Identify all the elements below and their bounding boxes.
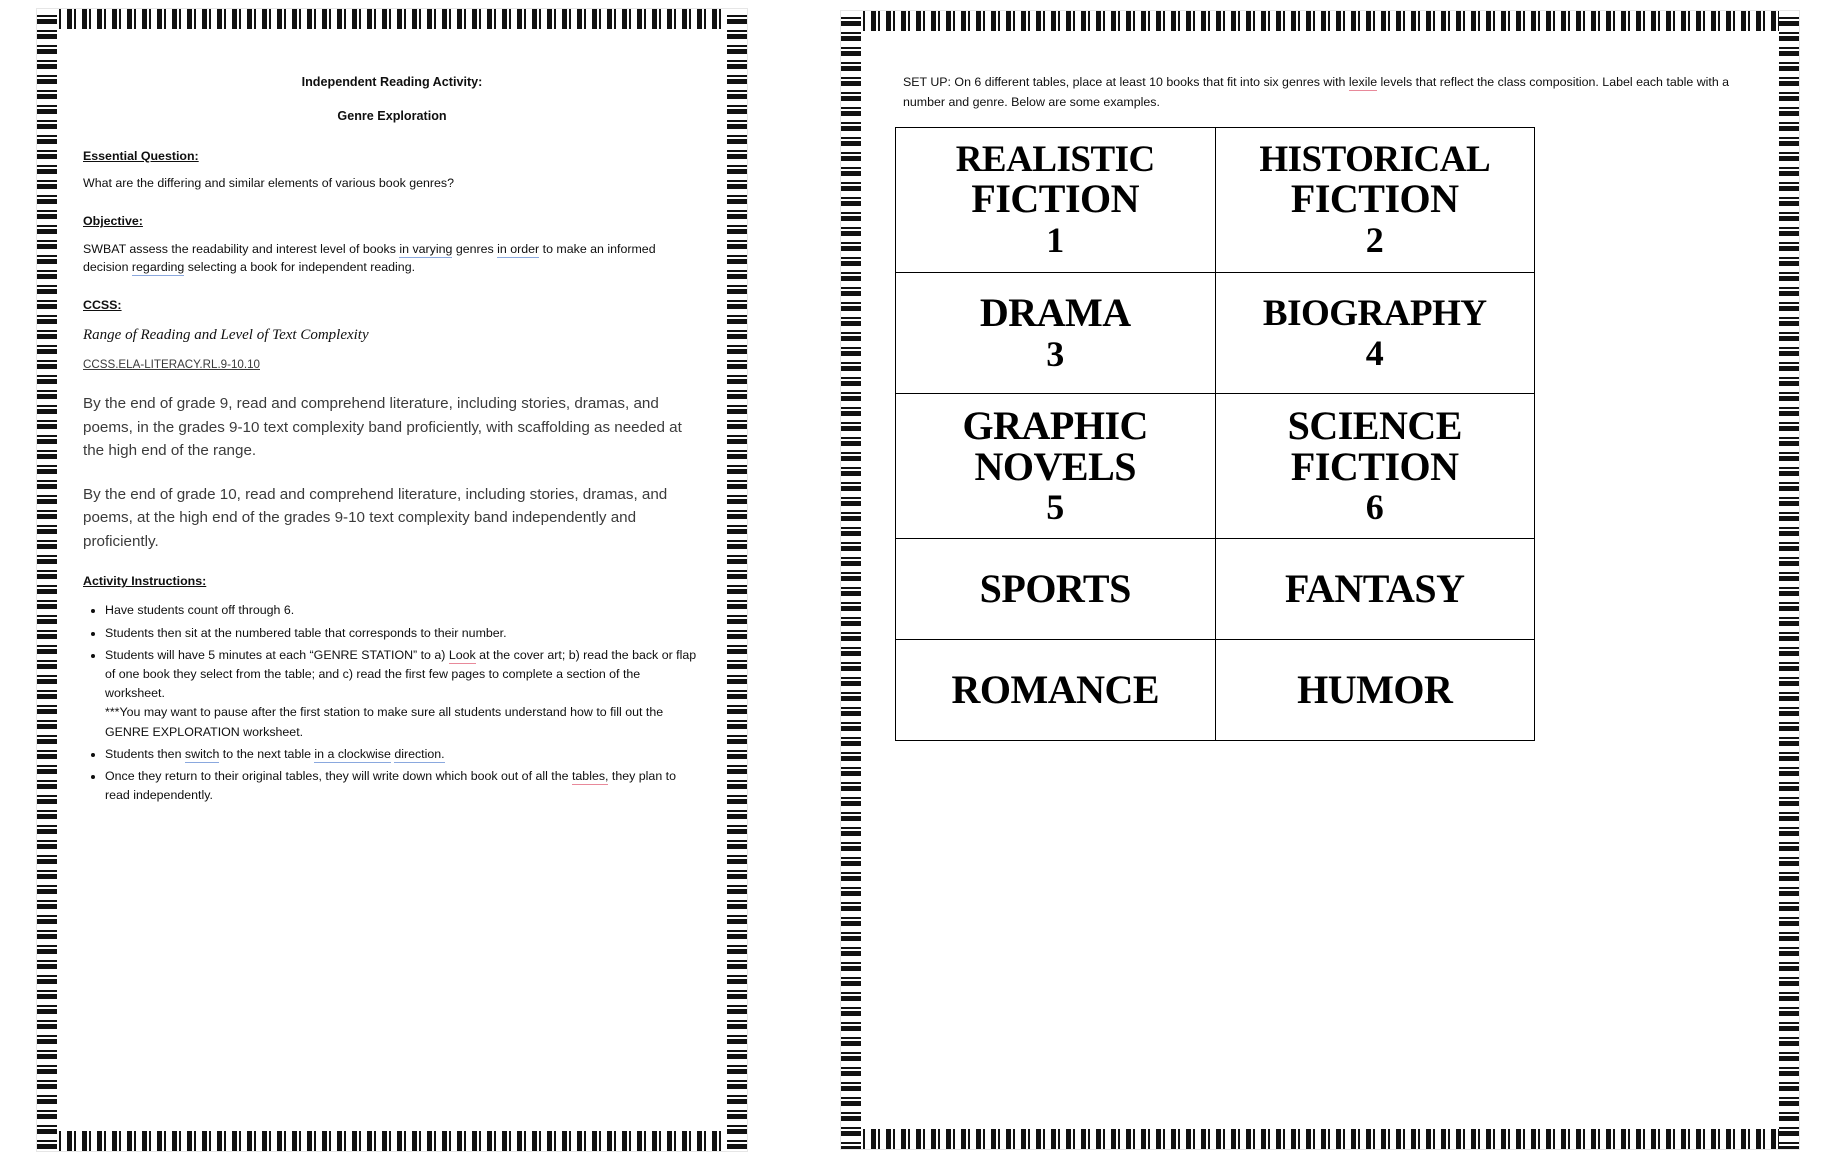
document-page-2 — [840, 10, 1800, 1150]
grammar-flag-blue: direction. — [394, 746, 445, 761]
genre-station-number: 5 — [1046, 487, 1065, 528]
genre-table-row — [896, 394, 1535, 539]
setup-text-segment-1: On 6 different tables, place at least 10 books that fit into six genres with — [950, 75, 1349, 89]
genre-station-cell — [896, 640, 1216, 741]
genre-label: GRAPHIC — [962, 402, 1148, 448]
genre-station-cell — [1215, 394, 1535, 539]
objective-heading: Objective: — [83, 214, 143, 229]
genre-station-number: 3 — [1046, 334, 1065, 375]
genre-label: BIOGRAPHY — [1262, 292, 1487, 334]
genre-station-number: 2 — [1365, 219, 1384, 260]
setup-text-segment-2: levels that reflect the class composition. Label each table with a number and genre. Below are some examples. — [903, 75, 1730, 109]
page-slot-left — [0, 0, 780, 1160]
grammar-flag-blue: switch — [184, 746, 220, 761]
genre-label: ROMANCE — [951, 666, 1160, 712]
objective-text — [83, 241, 701, 277]
genre-label: HISTORICAL — [1259, 139, 1491, 181]
document-page-1 — [36, 8, 748, 1152]
ccss-standard-code[interactable]: CCSS.ELA-LITERACY.RL.9-10.10 — [83, 358, 260, 372]
ccss-subtitle: Range of Reading and Level of Text Complexity — [83, 327, 369, 344]
genre-table-row — [896, 640, 1535, 741]
grammar-flag-red: Look — [448, 647, 476, 662]
genre-label: SPORTS — [979, 565, 1131, 611]
essential-question-text: What are the differing and similar elements of various book genres? — [83, 176, 454, 191]
objective-grammar-flag-1: in varying — [399, 242, 453, 257]
standard-text-grade-9: By the end of grade 9, read and comprehend literature, including stories, dramas, and poems, in the grades 9-10 text complexity band proficiently, with scaffolding as needed at the high end of the range. — [83, 394, 682, 460]
genre-table-row — [896, 539, 1535, 640]
objective-text-segment-4: selecting a book for independent reading. — [184, 260, 416, 275]
page-2-content — [861, 31, 1779, 1129]
instruction-text: Students then — [105, 746, 185, 761]
genre-station-table — [895, 127, 1535, 741]
activity-instruction-item — [105, 767, 701, 805]
objective-text-segment-2: genres — [452, 242, 498, 257]
setup-instructions — [903, 73, 1743, 113]
instruction-text: at the cover art; b) read the back or flap of one book they select from the table; and c) read the first few pages to complete a section of the worksheet. — [105, 647, 697, 701]
page-1-content — [57, 29, 727, 1131]
genre-table-row — [896, 128, 1535, 273]
instruction-text: to the next table — [219, 746, 315, 761]
genre-station-number: 6 — [1365, 487, 1384, 528]
objective-text-segment-3: to make an informed decision — [83, 242, 656, 275]
activity-instruction-item — [105, 646, 701, 742]
genre-label: REALISTIC — [955, 139, 1155, 181]
genre-label: FICTION — [1290, 443, 1459, 489]
genre-label: FANTASY — [1285, 565, 1465, 611]
genre-station-number: 4 — [1365, 332, 1384, 373]
genre-station-cell — [896, 128, 1216, 273]
ccss-heading: CCSS: — [83, 298, 122, 313]
page-gutter — [780, 0, 822, 1160]
genre-label: HUMOR — [1297, 666, 1453, 712]
essential-question-heading: Essential Question: — [83, 148, 199, 163]
genre-label: SCIENCE — [1287, 402, 1462, 448]
objective-grammar-flag-2: in order — [497, 242, 540, 257]
activity-instructions-list — [83, 601, 701, 805]
grammar-flag-blue: in a clockwise — [314, 746, 391, 761]
genre-label: FICTION — [971, 176, 1140, 222]
genre-station-cell — [896, 394, 1216, 539]
activity-instruction-item — [105, 745, 701, 764]
document-title-line-1: Independent Reading Activity: — [301, 75, 483, 89]
instruction-text: Once they return to their original tables, they will write down which book out of all the — [105, 769, 572, 784]
instruction-text: they plan to read independently. — [105, 769, 676, 803]
genre-station-number: 1 — [1046, 219, 1065, 260]
genre-station-cell — [896, 539, 1216, 640]
genre-station-cell — [1215, 640, 1535, 741]
activity-instructions-heading: Activity Instructions: — [83, 574, 207, 589]
genre-table-row — [896, 273, 1535, 394]
genre-station-cell — [1215, 273, 1535, 394]
setup-label: SET UP: — [903, 75, 951, 89]
grammar-flag-red: tables, — [571, 769, 609, 784]
setup-grammar-flag: lexile — [1348, 75, 1378, 89]
genre-label: NOVELS — [974, 443, 1136, 489]
genre-label: DRAMA — [979, 290, 1131, 336]
genre-label: FICTION — [1290, 176, 1459, 222]
genre-station-cell — [1215, 128, 1535, 273]
page-slot-right — [822, 0, 1824, 1160]
document-title-line-2: Genre Exploration — [337, 109, 447, 124]
instruction-text: Students will have 5 minutes at each “GENRE STATION” to a) — [105, 647, 449, 662]
genre-station-cell — [896, 273, 1216, 394]
instruction-text: Students then sit at the numbered table that corresponds to their number. — [105, 625, 507, 640]
objective-text-segment-1: SWBAT assess the readability and interest level of books — [83, 242, 400, 257]
instruction-text: Have students count off through 6. — [105, 603, 295, 618]
genre-station-cell — [1215, 539, 1535, 640]
objective-grammar-flag-3: regarding — [131, 260, 185, 275]
activity-instruction-item — [105, 601, 701, 620]
standard-text-grade-10: By the end of grade 10, read and comprehend literature, including stories, dramas, and poems, at the high end of the grades 9-10 text complexity band independently and proficiently. — [83, 485, 668, 550]
instruction-note: ***You may want to pause after the first station to make sure all students understand how to fill out the GENRE EXPLORATION worksheet. — [105, 705, 664, 739]
activity-instruction-item — [105, 624, 701, 643]
